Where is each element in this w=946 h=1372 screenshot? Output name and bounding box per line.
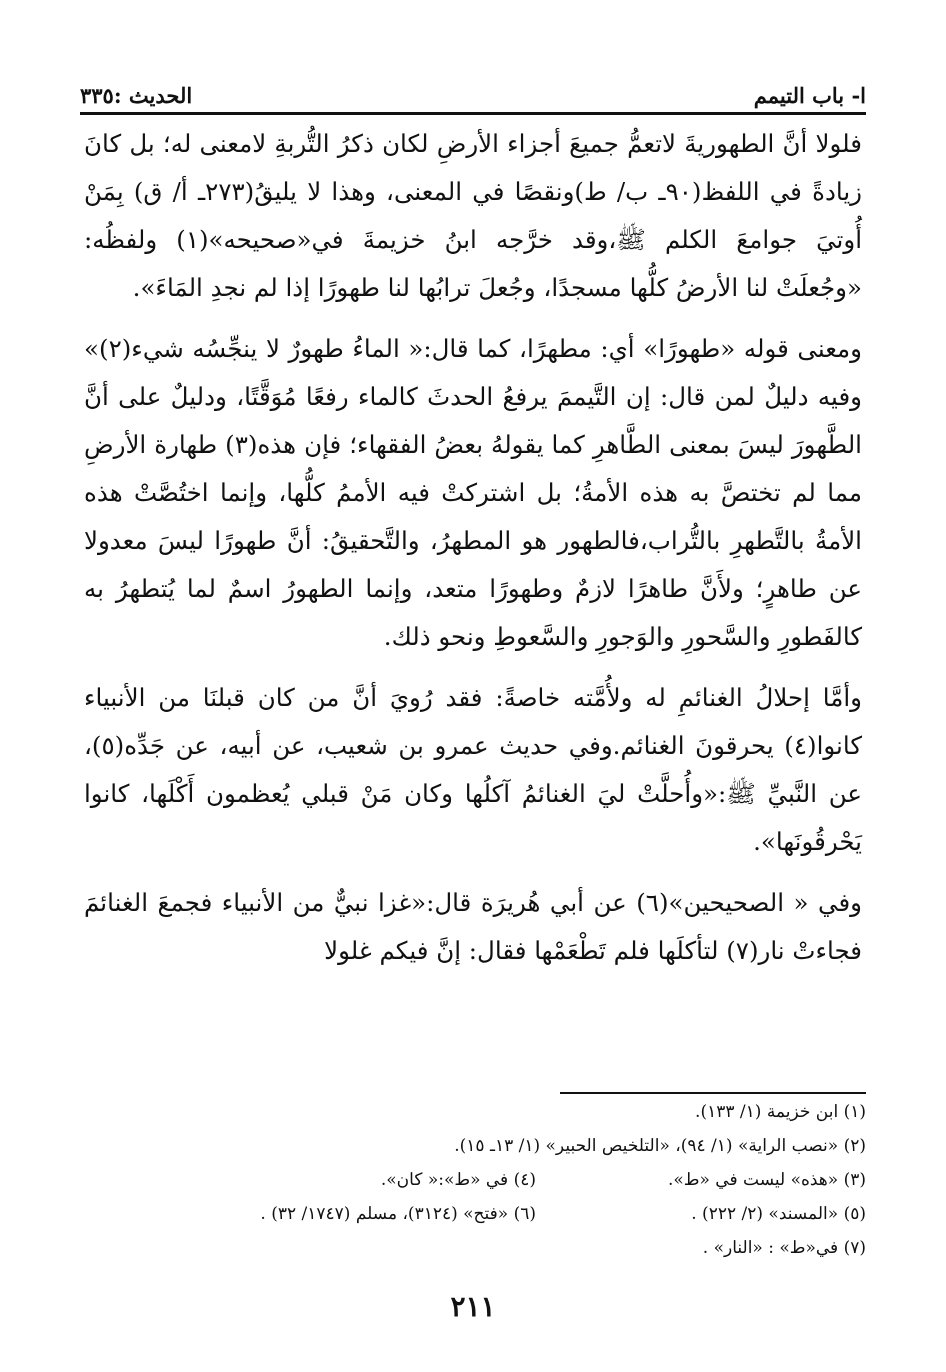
footnote-rule xyxy=(560,1092,866,1094)
footnotes xyxy=(140,1095,866,1265)
footnote-row xyxy=(140,1197,866,1231)
page-number: ٢١١ xyxy=(450,1290,496,1323)
paragraph-4: وفي « الصحيحين»(٦) عن أبي هُريرَة قال:«غزا نبيٌّ من الأنبياء فجمعَ الغنائمَ فجاءتْ نار(٧) لتأكلَها فلم تَطْعَمْها فقال: إنَّ فيكم غلولا xyxy=(84,888,862,965)
footnote-7: (٧) في«ط» : «النار» . xyxy=(702,1238,866,1258)
footnote-row xyxy=(140,1129,866,1163)
main-text xyxy=(84,120,862,988)
footnote-row xyxy=(140,1095,866,1129)
header-rule xyxy=(80,112,866,115)
footnote-5: (٥) «المسند» (٢/ ٢٢٢) . xyxy=(691,1204,866,1224)
chapter-title-text: ا- باب التيمم xyxy=(753,83,866,108)
footnote-row xyxy=(140,1163,866,1197)
paragraph-1: فلولا أنَّ الطهوريةَ لاتعمُّ جميعَ أجزاء الأرضِ لكان ذكرُ التُّربةِ لامعنى له؛ بل كانَ زيادةً في اللفظ(٩٠ـ ب/ ط)ونقصًا في المعنى، وهذا لا يليقُ(٢٧٣ـ أ/ ق) بِمَنْ أُوتيَ جوامعَ الكلم ﷺ،وقد خرَّجه ابنُ خزيمةَ في«صحيحه»(١) ولفظُه: «وجُعلَتْ لنا الأرضُ كلُّها مسجدًا، وجُعلَ ترابُها لنا طهورًا إذا لم نجدِ المَاءَ». xyxy=(84,129,862,302)
footnote-6: (٦) «فتح» (٣١٢٤)، مسلم (١٧٤٧/ ٣٢) . xyxy=(260,1204,536,1224)
page-header xyxy=(80,74,866,108)
footnote-2: (٢) «نصب الراية» (١/ ٩٤)، «التلخيص الحبير» (١/ ١٣ـ ١٥). xyxy=(454,1136,866,1156)
chapter-title xyxy=(754,83,866,108)
footnote-4: (٤) في «ط»:« كان». xyxy=(380,1170,536,1190)
hadith-number: الحديث :٣٣٥ xyxy=(80,83,193,108)
footnote-1: (١) ابن خزيمة (١/ ١٣٣). xyxy=(695,1102,866,1122)
paragraph-3: وأمَّا إحلالُ الغنائمِ له ولأُمَّته خاصةً: فقد رُويَ أنَّ من كان قبلنَا من الأنبياء كانوا(٤) يحرقونَ الغنائم.وفي حديث عمرو بن شعيب، عن أبيه، عن جَدِّه(٥)، عن النَّبيِّ ﷺ:«وأُحلَّتْ ليَ الغنائمُ آكلُها وكان مَنْ قبلي يُعظمون أَكْلَها، كانوا يَحْرقُونَها». xyxy=(84,683,862,856)
paragraph-2: ومعنى قوله «طهورًا» أي: مطهرًا، كما قال:« الماءُ طهورٌ لا ينجِّسُه شيء(٢)» وفيه دليلٌ لمن قال: إن التَّيممَ يرفعُ الحدثَ كالماء رفعًا مُوَقَّتًا، ودليلٌ على أنَّ الطَّهورَ ليسَ بمعنى الطَّاهرِ كما يقولهُ بعضُ الفقهاء؛ فإن هذه(٣) طهارة الأرضِ مما لم تختصَّ به هذه الأمةُ؛ بل اشتركتْ فيه الأممُ كلُّها، وإنما اختُصَّتْ هذه الأمةُ بالتَّطهرِ بالتُّراب،فالطهور هو المطهرُ، والتَّحقيقُ: أنَّ طهورًا ليسَ معدولا عن طاهرٍ؛ ولأَنَّ طاهرًا لازمٌ وطهورًا متعد، وإنما الطهورُ اسمٌ لما يُتطهرُ به كالفَطورِ والسَّحورِ والوَجورِ والسَّعوطِ ونحو ذلك. xyxy=(84,334,862,651)
footnote-row xyxy=(140,1231,866,1265)
footnote-3: (٣) «هذه» ليست في «ط». xyxy=(667,1170,866,1190)
